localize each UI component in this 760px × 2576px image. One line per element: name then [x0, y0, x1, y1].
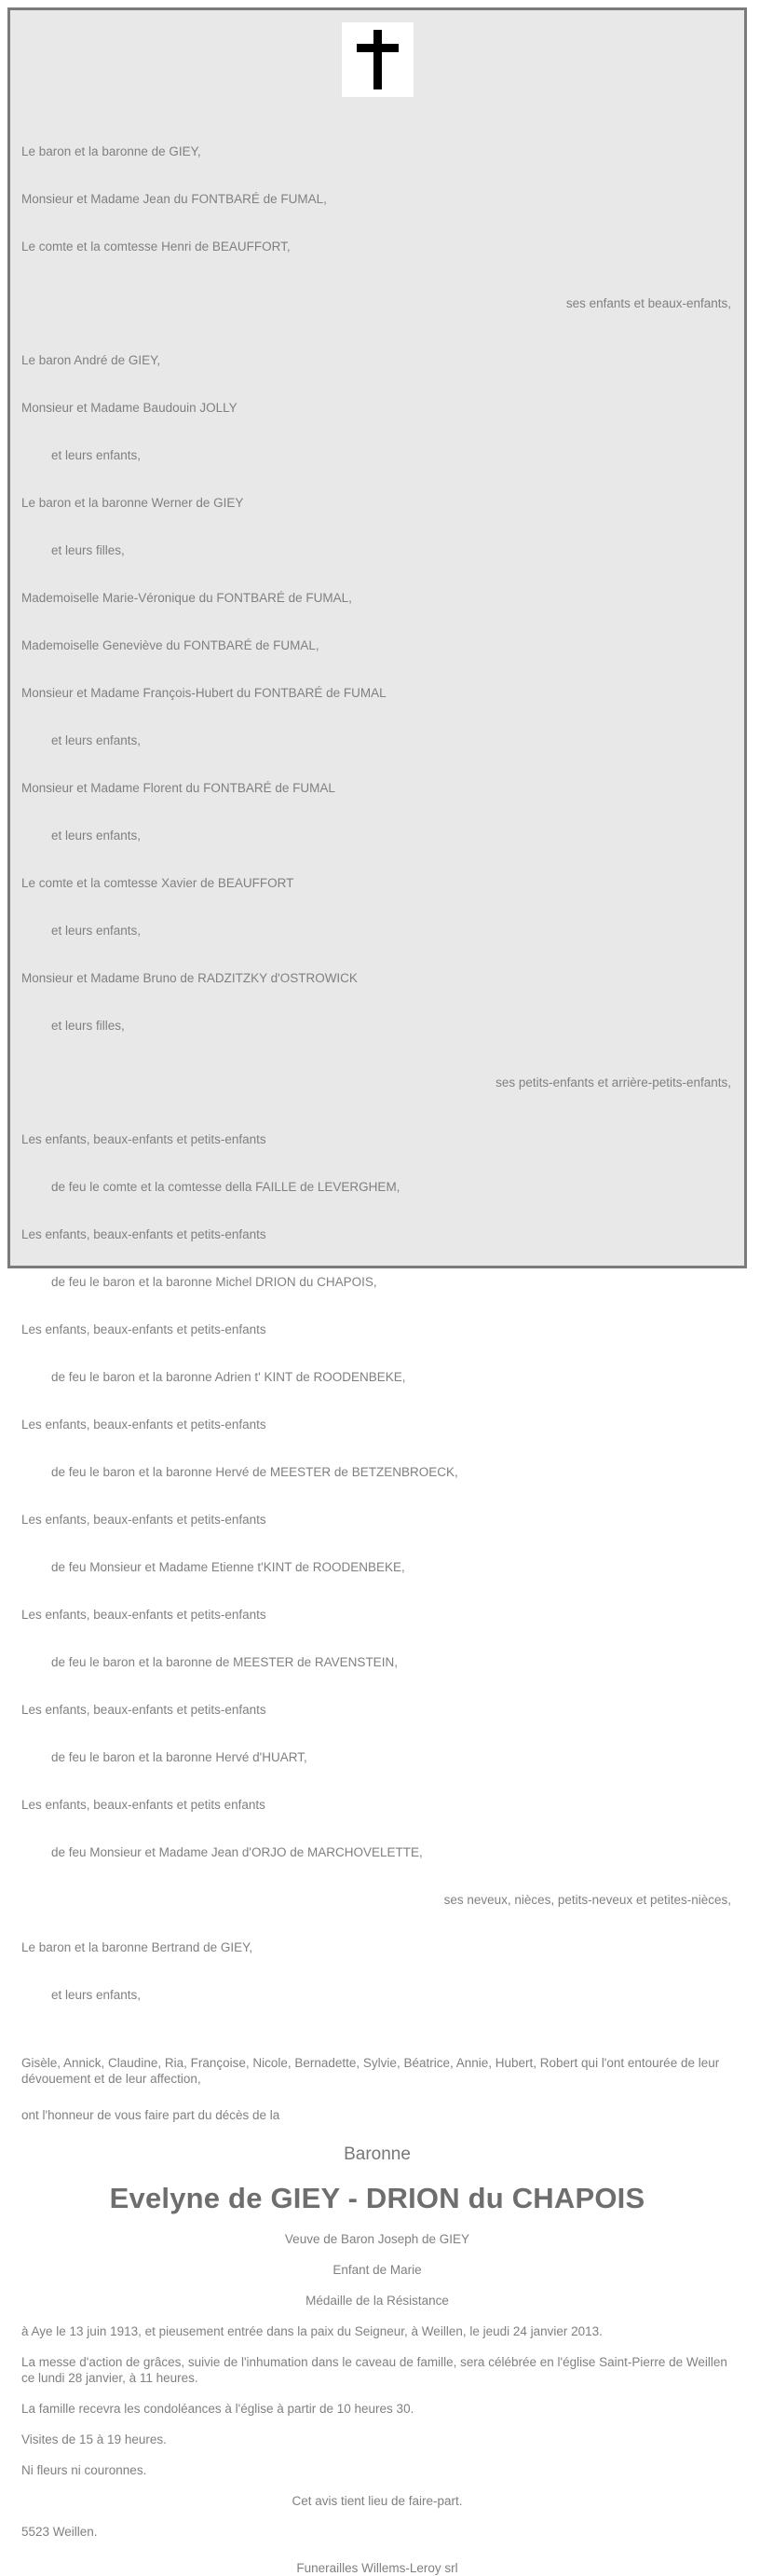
carers-paragraph: Gisèle, Annick, Claudine, Ria, Françoise, Nicole, Bernadette, Sylvie, Béatrice, Annie, Hubert, Robert qui l'ont entourée de leur dévouement et de leur affection, — [21, 2056, 720, 2086]
relation-label-grandchildren: ses petits-enfants et arrière-petits-enfants, — [495, 1076, 731, 1089]
mass-details: La messe d'action de grâces, suivie de l'inhumation dans le caveau de famille, sera célébrée en l'église Saint-Pierre de Weillen ce lundi 28 janvier, à 11 heures. — [21, 2355, 727, 2385]
funeral-home-line: Funerailles Willems-Leroy srl — [296, 2561, 458, 2575]
family-line: de feu le baron et la baronne Hervé de MEESTER de BETZENBROECK, — [51, 1465, 458, 1479]
family-line: Les enfants, beaux-enfants et petits-enfants — [21, 1608, 266, 1622]
relation-label-nephews-nieces: ses neveux, nièces, petits-neveux et petites-nièces, — [443, 1893, 731, 1907]
spacer — [21, 2509, 733, 2524]
family-line: de feu le baron et la baronne Michel DRION du CHAPOIS, — [51, 1275, 377, 1289]
deceased-name: Evelyne de GIEY - DRION du CHAPOIS — [109, 2182, 645, 2214]
spacer — [21, 1090, 733, 1100]
widow-of-line: Veuve de Baron Joseph de GIEY — [284, 2232, 470, 2246]
family-line: Les enfants, beaux-enfants et petits-enfants — [21, 1513, 266, 1527]
spacer — [21, 2166, 733, 2181]
family-line: Le baron et la baronne Werner de GIEY — [21, 496, 244, 510]
emblem-container — [21, 10, 733, 97]
spacer — [21, 2540, 733, 2560]
notice-note: Cet avis tient lieu de faire-part. — [292, 2494, 463, 2508]
family-line: de feu le baron et la baronne Hervé d'HUART, — [51, 1750, 307, 1764]
address-line: 5523 Weillen. — [21, 2525, 98, 2539]
spacer — [21, 286, 733, 295]
spacer — [21, 2386, 733, 2401]
family-line: et leurs enfants, — [51, 733, 142, 747]
notice-inner — [10, 10, 744, 2575]
family-line: Le baron et la baronne de GIEY, — [21, 144, 201, 158]
spacer — [21, 311, 733, 321]
spacer — [21, 97, 733, 112]
birth-death-details: à Aye le 13 juin 1913, et pieusement entrée dans la paix du Seigneur, à Weillen, le jeudi 24 janvier 2013. — [21, 2324, 603, 2338]
family-line: Les enfants, beaux-enfants et petits-enfants — [21, 1132, 266, 1146]
christian-cross-icon — [342, 22, 414, 97]
family-line: et leurs enfants, — [51, 1988, 142, 2002]
family-line: Les enfants, beaux-enfants et petits-enfants — [21, 1322, 266, 1336]
family-line: Monsieur et Madame Baudouin JOLLY — [21, 401, 238, 415]
spacer — [21, 2247, 733, 2262]
death-notice-card — [7, 7, 747, 2575]
family-line: Monsieur et Madame François-Hubert du FONTBARÉ de FUMAL — [21, 686, 387, 700]
relation-label-children: ses enfants et beaux-enfants, — [565, 296, 731, 310]
flowers-note: Ni fleurs ni couronnes. — [21, 2463, 147, 2477]
spacer — [21, 2447, 733, 2462]
family-line: de feu Monsieur et Madame Jean d'ORJO de MARCHOVELETTE, — [51, 1845, 423, 1859]
family-line: et leurs filles, — [51, 543, 125, 557]
family-line: Les enfants, beaux-enfants et petits-enfants — [21, 1703, 266, 1717]
family-group-children — [21, 112, 733, 286]
family-group-grandchildren — [21, 321, 733, 1065]
spacer — [21, 2035, 733, 2055]
family-line: de feu le comte et la comtesse della FAILLE de LEVERGHEM, — [51, 1180, 400, 1194]
cross-horizontal-bar — [357, 44, 399, 52]
cross-vertical-bar — [373, 30, 382, 89]
condolences-details: La famille recevra les condoléances à l'église à partir de 10 heures 30. — [21, 2402, 414, 2416]
visits-details: Visites de 15 à 19 heures. — [21, 2432, 167, 2446]
family-line: Le comte et la comtesse Xavier de BEAUFFORT — [21, 876, 294, 890]
family-group-nephews-nieces — [21, 1100, 733, 1892]
family-line: de feu Monsieur et Madame Etienne t'KINT de ROODENBEKE, — [51, 1560, 405, 1574]
family-line: et leurs enfants, — [51, 924, 142, 938]
spacer — [21, 2278, 733, 2293]
family-line: Monsieur et Madame Bruno de RADZITZKY d'OSTROWICK — [21, 971, 358, 985]
family-line: Mademoiselle Marie-Véronique du FONTBARÉ de FUMAL, — [21, 591, 352, 605]
spacer — [21, 2309, 733, 2323]
spacer — [21, 2216, 733, 2231]
family-line: Les enfants, beaux-enfants et petits-enfants — [21, 1227, 266, 1241]
family-line: Le comte et la comtesse Henri de BEAUFFORT, — [21, 240, 291, 253]
announcement-intro: ont l'honneur de vous faire part du décès de la — [21, 2108, 280, 2122]
spacer — [21, 1065, 733, 1075]
honour-medaille-resistance: Médaille de la Résistance — [305, 2294, 449, 2308]
spacer — [21, 2123, 733, 2144]
spacer — [21, 2087, 733, 2107]
family-line: Les enfants, beaux-enfants et petits enfants — [21, 1798, 265, 1812]
family-line: Le baron André de GIEY, — [21, 353, 161, 367]
family-line: de feu le baron et la baronne de MEESTER de RAVENSTEIN, — [51, 1655, 398, 1669]
family-line: et leurs filles, — [51, 1019, 125, 1033]
family-line: Monsieur et Madame Florent du FONTBARÉ de FUMAL — [21, 781, 335, 795]
family-line: et leurs enfants, — [51, 829, 142, 843]
family-group-bertrand-de-giey — [21, 1908, 733, 2035]
family-line: Le baron et la baronne Bertrand de GIEY, — [21, 1940, 253, 1954]
family-line: et leurs enfants, — [51, 448, 142, 462]
honour-enfant-de-marie: Enfant de Marie — [332, 2263, 422, 2277]
family-line: Monsieur et Madame Jean du FONTBARÉ de FUMAL, — [21, 192, 327, 206]
spacer — [21, 2339, 733, 2354]
spacer — [21, 2478, 733, 2493]
spacer — [21, 2417, 733, 2432]
family-line: Mademoiselle Geneviève du FONTBARÉ de FUMAL, — [21, 638, 319, 652]
family-line: Les enfants, beaux-enfants et petits-enfants — [21, 1418, 266, 1432]
family-line: de feu le baron et la baronne Adrien t' KINT de ROODENBEKE, — [51, 1370, 406, 1384]
deceased-title: Baronne — [344, 2144, 411, 2164]
